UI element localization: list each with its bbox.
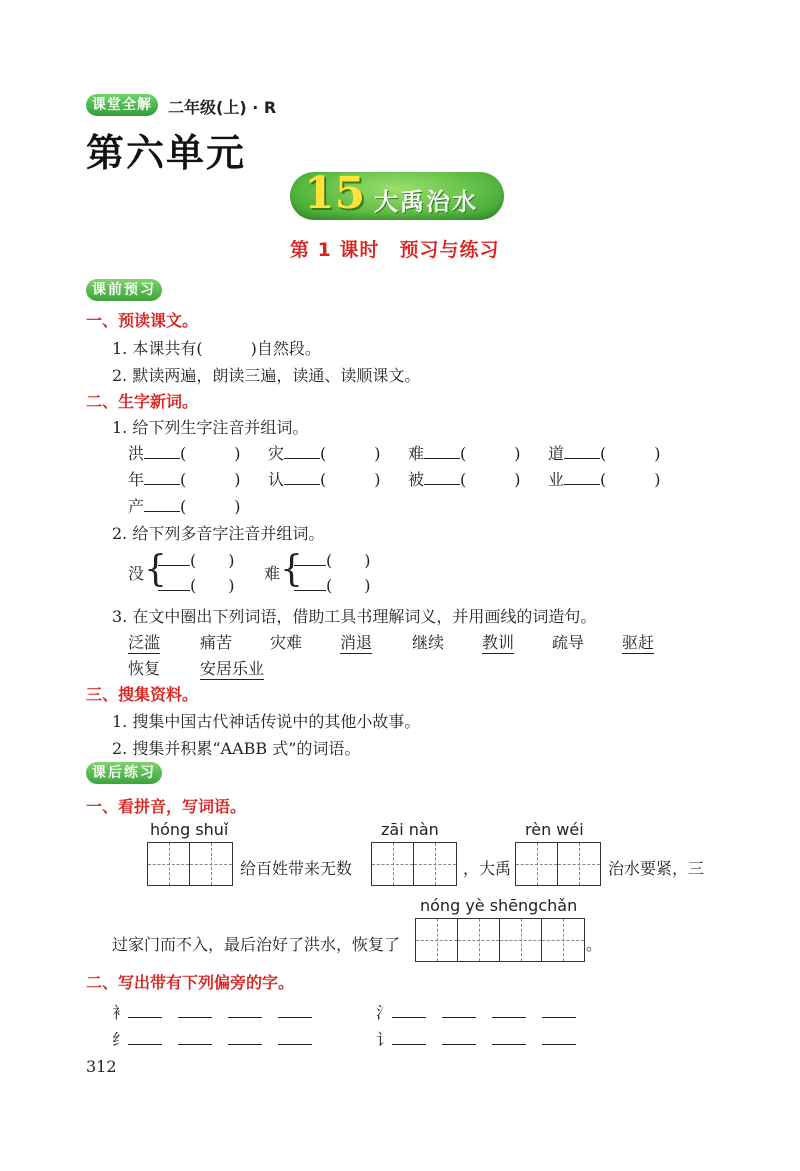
answer-blank[interactable] <box>284 442 320 459</box>
practice-section-1-title: 一、看拼音，写词语。 <box>86 797 247 816</box>
answer-blank[interactable] <box>178 1028 212 1045</box>
poly-blank-row: ( ) <box>158 573 235 596</box>
poly-blank-row: ( ) <box>294 573 371 596</box>
writing-grid[interactable] <box>415 918 585 962</box>
preview-section-2-title: 二、生字新词。 <box>86 392 199 411</box>
vocab-word: 恢复 <box>128 659 161 678</box>
preview-q1-2: 2. 默读两遍，朗读三遍，读通、读顺课文。 <box>112 366 421 385</box>
sentence-text: 。 <box>586 935 603 954</box>
answer-blank[interactable] <box>542 1028 576 1045</box>
preview-section-1-title: 一、预读课文。 <box>86 311 199 330</box>
answer-blank[interactable] <box>158 549 190 566</box>
char-item-chan: 产 ( ) <box>128 497 241 516</box>
poly-blank-row: ( ) <box>294 548 371 571</box>
radical-row: 讠 <box>376 1027 576 1050</box>
answer-blank[interactable] <box>442 1001 476 1018</box>
lesson-name: 大禹治水 <box>374 188 478 216</box>
char-item-nan: 难 ( ) <box>408 444 521 463</box>
char-item-hong: 洪 ( ) <box>128 444 241 463</box>
lesson-banner <box>290 168 504 220</box>
poly-char-nan: 难 <box>264 564 281 583</box>
lesson-number: 15 <box>304 168 366 219</box>
answer-blank[interactable] <box>564 442 600 459</box>
writing-grid[interactable] <box>371 842 457 886</box>
answer-blank[interactable] <box>442 1028 476 1045</box>
answer-blank[interactable] <box>542 1001 576 1018</box>
answer-blank[interactable] <box>278 1028 312 1045</box>
page-number: 312 <box>86 1057 117 1076</box>
preview-q2-3: 3. 在文中圈出下列词语，借助工具书理解词义，并用画线的词造句。 <box>112 607 597 626</box>
answer-blank[interactable] <box>294 574 326 591</box>
pinyin-label: nóng yè shēngchǎn <box>420 896 578 915</box>
answer-blank[interactable] <box>564 468 600 485</box>
vocab-word: 继续 <box>412 633 445 652</box>
answer-blank[interactable] <box>128 1028 162 1045</box>
preview-badge: 课前预习 <box>86 279 162 301</box>
char-item-ye: 业 ( ) <box>548 470 661 489</box>
answer-blank[interactable] <box>128 1001 162 1018</box>
sentence-text: 给百姓带来无数 <box>240 859 353 878</box>
practice-section-2-title: 二、写出带有下列偏旁的字。 <box>86 973 295 992</box>
preview-q1-1: 1. 本课共有( )自然段。 <box>112 339 321 358</box>
preview-q3-2: 2. 搜集并积累“AABB 式”的词语。 <box>112 739 361 758</box>
answer-blank[interactable] <box>228 1028 262 1045</box>
book-series-badge: 课堂全解 <box>86 94 158 116</box>
answer-blank[interactable] <box>424 468 460 485</box>
vocab-word: 泛滥 <box>128 633 161 652</box>
unit-title: 第六单元 <box>86 131 247 175</box>
answer-blank[interactable] <box>392 1001 426 1018</box>
preview-q3-1: 1. 搜集中国古代神话传说中的其他小故事。 <box>112 712 421 731</box>
brace-symbol: { <box>280 549 303 590</box>
vocab-word: 灾难 <box>270 633 303 652</box>
poly-char-mei: 没 <box>128 564 145 583</box>
preview-q2-2: 2. 给下列多音字注音并组词。 <box>112 524 325 543</box>
answer-blank[interactable] <box>392 1028 426 1045</box>
char-item-ren: 认 ( ) <box>268 470 381 489</box>
answer-blank[interactable] <box>278 1001 312 1018</box>
grade-label: 二年级(上) · R <box>168 98 277 117</box>
answer-blank[interactable] <box>144 442 180 459</box>
writing-grid[interactable] <box>147 842 233 886</box>
radical-row: 衤 <box>112 1000 312 1023</box>
answer-blank[interactable] <box>144 495 180 512</box>
vocab-word: 安居乐业 <box>200 659 265 678</box>
answer-blank[interactable] <box>492 1028 526 1045</box>
answer-blank[interactable] <box>492 1001 526 1018</box>
vocab-word: 痛苦 <box>200 633 233 652</box>
char-item-dao: 道 ( ) <box>548 444 661 463</box>
sentence-text: ，大禹 <box>463 859 512 878</box>
practice-badge: 课后练习 <box>86 762 162 784</box>
char-item-bei: 被 ( ) <box>408 470 521 489</box>
poly-blank-row: ( ) <box>158 548 235 571</box>
answer-blank[interactable] <box>144 468 180 485</box>
period-title: 第 1 课时 预习与练习 <box>290 239 500 261</box>
answer-blank[interactable] <box>294 549 326 566</box>
vocab-word: 驱赶 <box>622 633 655 652</box>
answer-blank[interactable] <box>228 1001 262 1018</box>
preview-section-3-title: 三、搜集资料。 <box>86 685 199 704</box>
pinyin-label: rèn wéi <box>525 820 584 839</box>
radical-row: 氵 <box>376 1000 576 1023</box>
vocab-word: 疏导 <box>552 633 585 652</box>
pinyin-label: hóng shuǐ <box>150 820 229 839</box>
vocab-word: 教训 <box>482 633 515 652</box>
radical-row: 纟 <box>112 1027 312 1050</box>
brace-symbol: { <box>144 549 167 590</box>
answer-blank[interactable] <box>424 442 460 459</box>
preview-q2-1: 1. 给下列生字注音并组词。 <box>112 418 309 437</box>
writing-grid[interactable] <box>515 842 601 886</box>
sentence-text: 治水要紧，三 <box>608 859 705 878</box>
char-item-nian: 年 ( ) <box>128 470 241 489</box>
answer-blank[interactable] <box>158 574 190 591</box>
answer-blank[interactable] <box>284 468 320 485</box>
sentence-text: 过家门而不入，最后治好了洪水，恢复了 <box>112 935 401 954</box>
pinyin-label: zāi nàn <box>381 820 439 839</box>
answer-blank[interactable] <box>178 1001 212 1018</box>
vocab-word: 消退 <box>340 633 373 652</box>
char-item-zai: 灾 ( ) <box>268 444 381 463</box>
